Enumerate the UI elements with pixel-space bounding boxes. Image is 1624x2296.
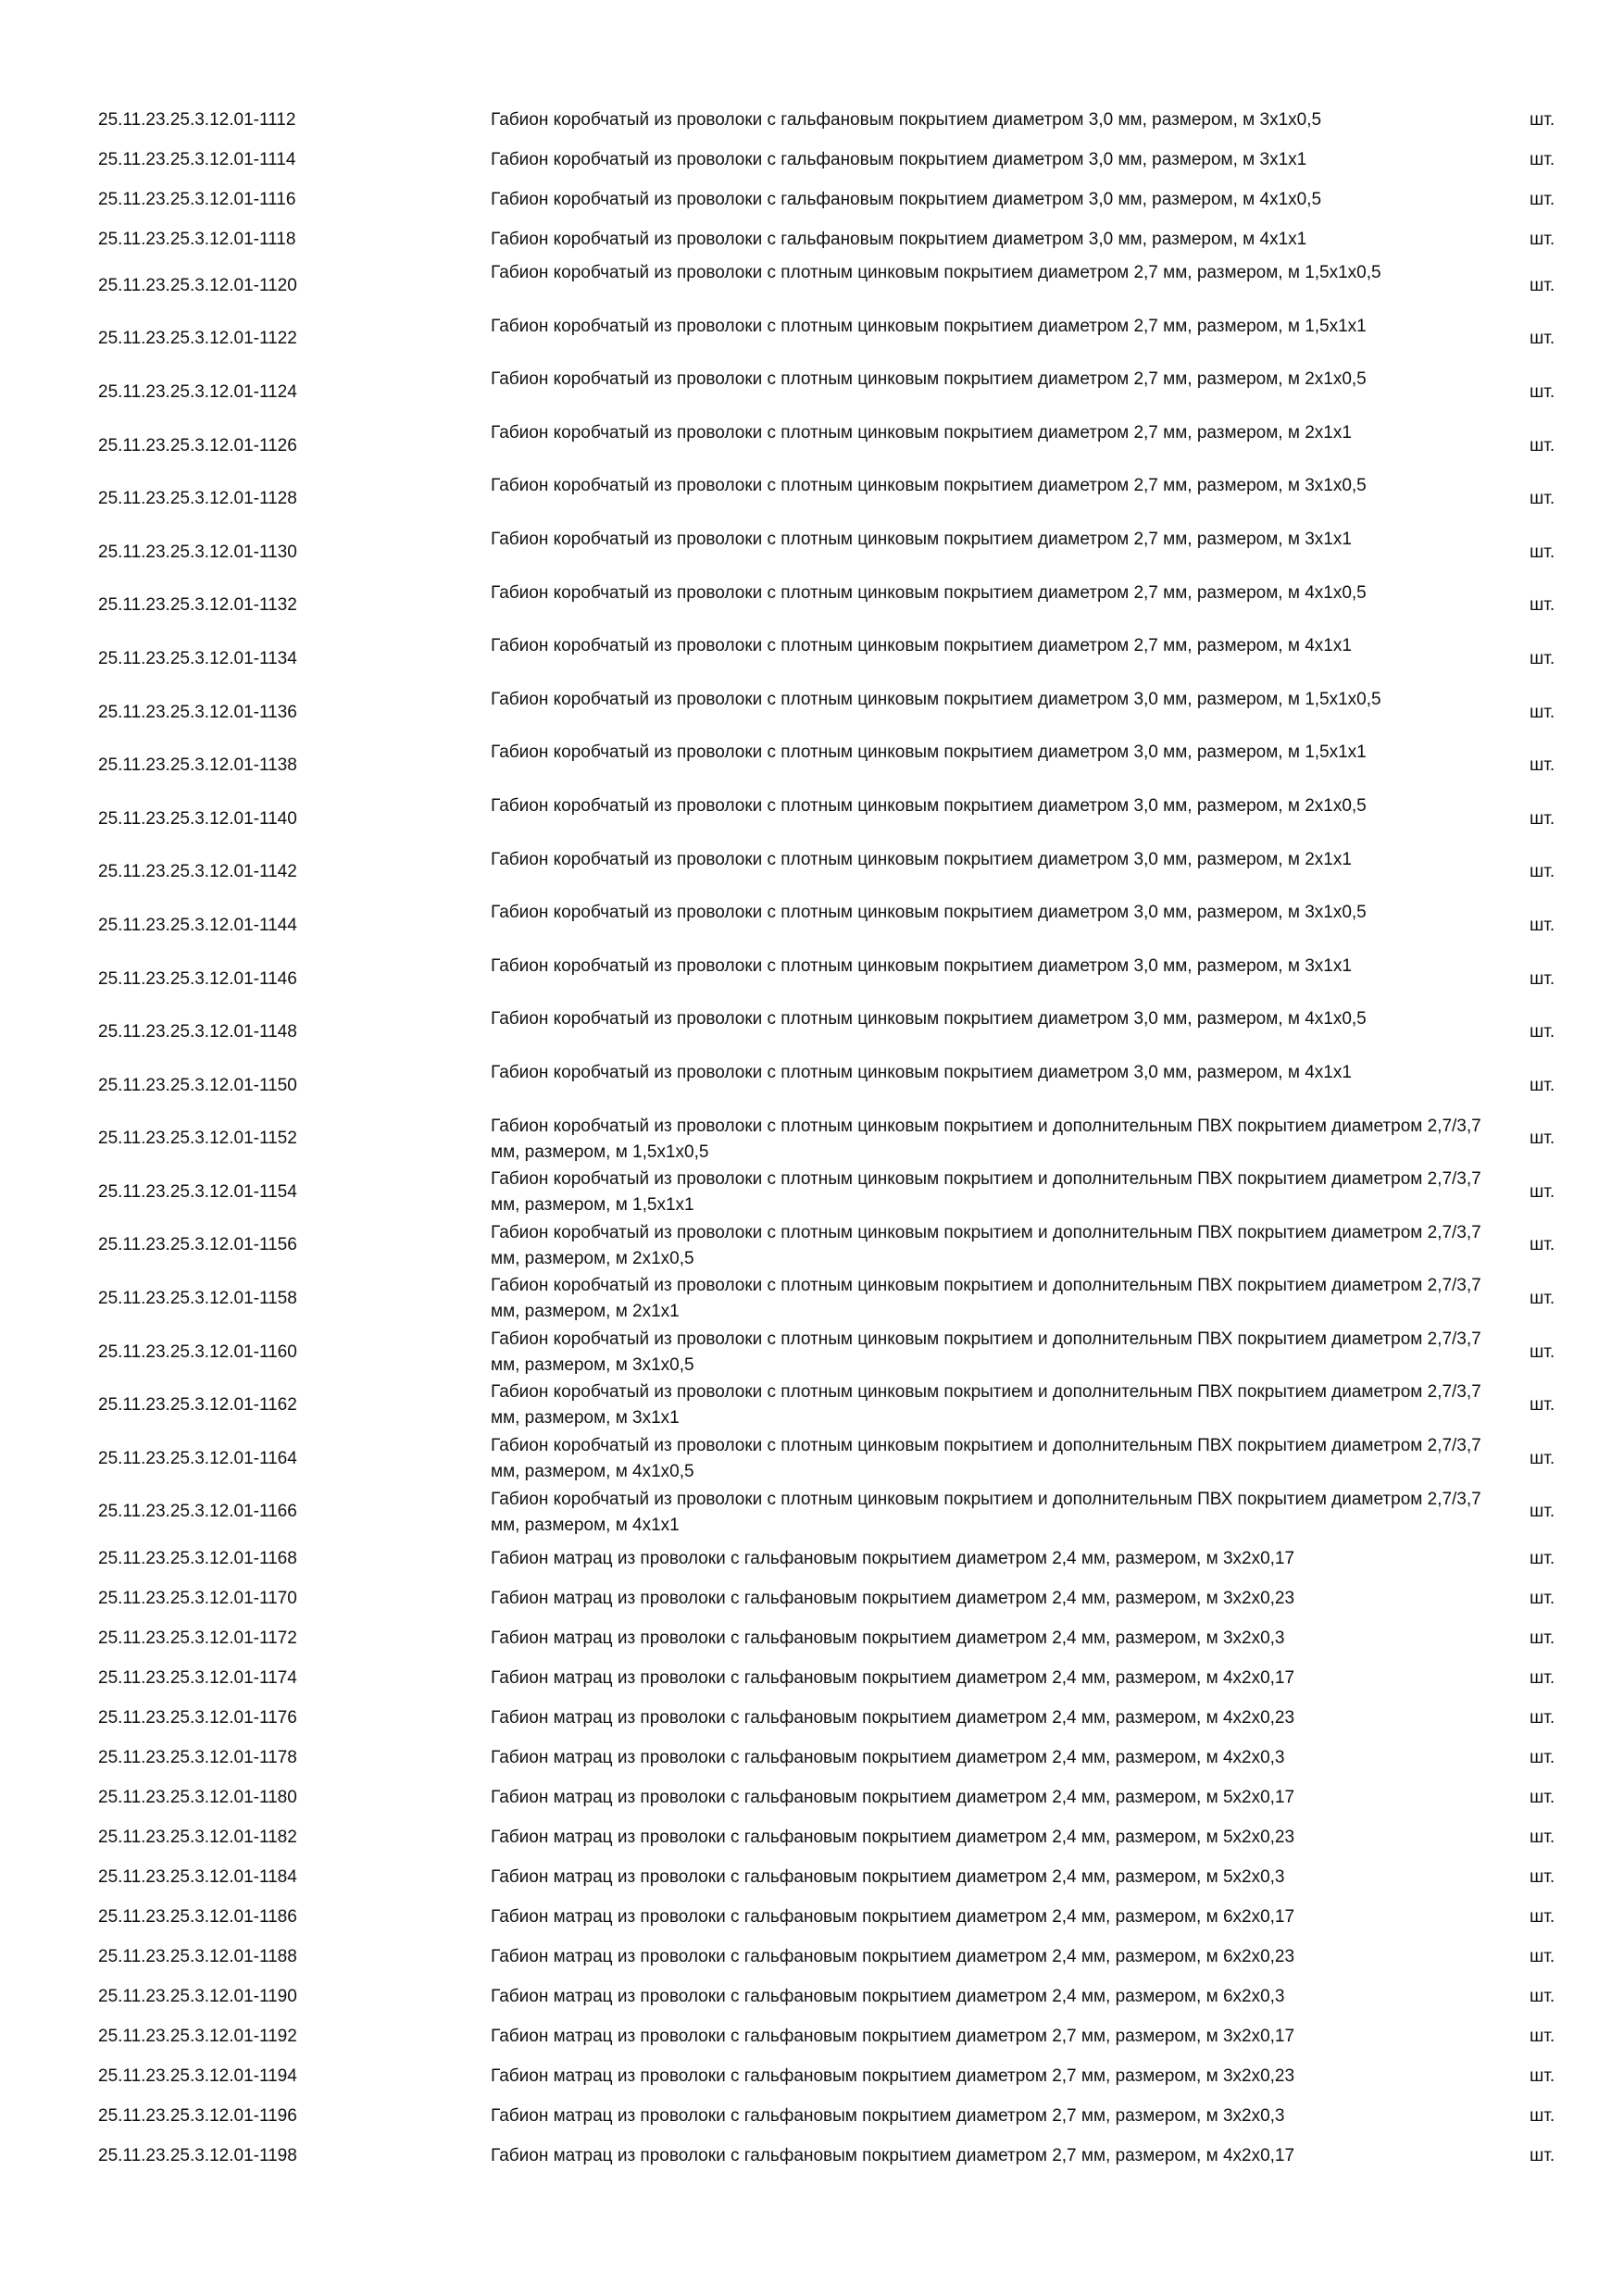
- row-code: 25.11.23.25.3.12.01-1166: [98, 1502, 297, 1522]
- row-code: 25.11.23.25.3.12.01-1190: [98, 1986, 297, 2006]
- table-row: [98, 140, 1561, 180]
- table-row: [98, 1326, 1561, 1379]
- row-name: Габион коробчатый из проволоки с плотным цинковым покрытием диаметром 3,0 мм, размером, м 2х1х1: [491, 849, 1352, 869]
- row-unit: шт.: [1530, 381, 1555, 402]
- row-name: Габион матрац из проволоки с гальфановым покрытием диаметром 2,7 мм, размером, м 3х2х0,23: [491, 2065, 1295, 2086]
- table-row: [98, 1219, 1561, 1273]
- row-unit: шт.: [1530, 1827, 1555, 1847]
- row-name: Габион коробчатый из проволоки с плотным цинковым покрытием диаметром 3,0 мм, размером, м 4х1х0,5: [491, 1009, 1367, 1029]
- row-name: Габион коробчатый из проволоки с плотным цинковым покрытием и дополнительным ПВХ покрытием диаметром 2,7/3,7 мм, размером, м 3х1х0,5: [491, 1329, 1481, 1375]
- row-code: 25.11.23.25.3.12.01-1136: [98, 702, 297, 722]
- row-code: 25.11.23.25.3.12.01-1198: [98, 2145, 297, 2165]
- row-name: Габион коробчатый из проволоки с плотным цинковым покрытием и дополнительным ПВХ покрытием диаметром 2,7/3,7 мм, размером, м 1,5х1х1: [491, 1169, 1481, 1216]
- row-unit: шт.: [1530, 1181, 1555, 1202]
- row-unit: шт.: [1530, 915, 1555, 935]
- row-name: Габион матрац из проволоки с гальфановым покрытием диаметром 2,4 мм, размером, м 6х2х0,17: [491, 1906, 1295, 1927]
- row-code: 25.11.23.25.3.12.01-1146: [98, 968, 297, 989]
- row-code: 25.11.23.25.3.12.01-1170: [98, 1588, 297, 1608]
- row-code: 25.11.23.25.3.12.01-1180: [98, 1787, 297, 1807]
- row-unit: шт.: [1530, 1502, 1555, 1522]
- table-row: [98, 1618, 1561, 1658]
- row-unit: шт.: [1530, 862, 1555, 882]
- row-code: 25.11.23.25.3.12.01-1120: [98, 275, 297, 295]
- row-unit: шт.: [1530, 2026, 1555, 2046]
- row-code: 25.11.23.25.3.12.01-1116: [98, 189, 296, 209]
- row-code: 25.11.23.25.3.12.01-1128: [98, 489, 297, 509]
- row-name: Габион коробчатый из проволоки с плотным цинковым покрытием и дополнительным ПВХ покрытием диаметром 2,7/3,7 мм, размером, м 2х1х0,5: [491, 1222, 1481, 1268]
- row-name: Габион матрац из проволоки с гальфановым покрытием диаметром 2,4 мм, размером, м 3х2х0,23: [491, 1588, 1295, 1608]
- row-unit: шт.: [1530, 595, 1555, 616]
- table-row: [98, 1486, 1561, 1540]
- row-code: 25.11.23.25.3.12.01-1184: [98, 1866, 297, 1887]
- row-unit: шт.: [1530, 1667, 1555, 1688]
- row-code: 25.11.23.25.3.12.01-1196: [98, 2105, 297, 2126]
- row-name: Габион коробчатый из проволоки с гальфановым покрытием диаметром 3,0 мм, размером, м 3х1х1: [491, 149, 1307, 169]
- row-unit: шт.: [1530, 329, 1555, 349]
- table-row: [98, 632, 1561, 686]
- table-row: [98, 953, 1561, 1006]
- row-unit: шт.: [1530, 1395, 1555, 1416]
- row-unit: шт.: [1530, 542, 1555, 562]
- table-row: [98, 526, 1561, 580]
- row-unit: шт.: [1530, 1235, 1555, 1255]
- row-unit: шт.: [1530, 1747, 1555, 1767]
- row-unit: шт.: [1530, 275, 1555, 295]
- row-code: 25.11.23.25.3.12.01-1176: [98, 1707, 297, 1728]
- row-name: Габион матрац из проволоки с гальфановым покрытием диаметром 2,4 мм, размером, м 5х2х0,23: [491, 1827, 1295, 1847]
- table-row: [98, 899, 1561, 953]
- table-row: [98, 1166, 1561, 1219]
- row-name: Габион матрац из проволоки с гальфановым покрытием диаметром 2,7 мм, размером, м 4х2х0,17: [491, 2145, 1295, 2165]
- table-row: [98, 2136, 1561, 2176]
- row-name: Габион матрац из проволоки с гальфановым покрытием диаметром 2,7 мм, размером, м 3х2х0,17: [491, 2026, 1295, 2046]
- table-row: [98, 1113, 1561, 1167]
- table-row: [98, 1658, 1561, 1698]
- row-name: Габион коробчатый из проволоки с плотным цинковым покрытием диаметром 2,7 мм, размером, м 2х1х0,5: [491, 369, 1367, 390]
- row-code: 25.11.23.25.3.12.01-1172: [98, 1628, 297, 1648]
- row-code: 25.11.23.25.3.12.01-1164: [98, 1448, 297, 1468]
- row-name: Габион матрац из проволоки с гальфановым покрытием диаметром 2,7 мм, размером, м 3х2х0,3: [491, 2105, 1285, 2126]
- row-name: Габион коробчатый из проволоки с плотным цинковым покрытием и дополнительным ПВХ покрытием диаметром 2,7/3,7 мм, размером, м 3х1х1: [491, 1382, 1481, 1429]
- price-table: [98, 100, 1561, 2176]
- row-code: 25.11.23.25.3.12.01-1194: [98, 2065, 297, 2086]
- row-unit: шт.: [1530, 489, 1555, 509]
- row-code: 25.11.23.25.3.12.01-1114: [98, 149, 296, 169]
- row-unit: шт.: [1530, 1289, 1555, 1309]
- table-row: [98, 686, 1561, 740]
- row-name: Габион коробчатый из проволоки с плотным цинковым покрытием диаметром 3,0 мм, размером, м 4х1х1: [491, 1062, 1352, 1082]
- row-name: Габион матрац из проволоки с гальфановым покрытием диаметром 2,4 мм, размером, м 3х2х0,17: [491, 1548, 1295, 1568]
- row-name: Габион коробчатый из проволоки с плотным цинковым покрытием и дополнительным ПВХ покрытием диаметром 2,7/3,7 мм, размером, м 2х1х1: [491, 1276, 1481, 1322]
- row-unit: шт.: [1530, 1075, 1555, 1095]
- row-name: Габион матрац из проволоки с гальфановым покрытием диаметром 2,4 мм, размером, м 3х2х0,3: [491, 1628, 1285, 1648]
- table-row: [98, 846, 1561, 900]
- row-code: 25.11.23.25.3.12.01-1182: [98, 1827, 297, 1847]
- row-unit: шт.: [1530, 1946, 1555, 1966]
- row-name: Габион матрац из проволоки с гальфановым покрытием диаметром 2,4 мм, размером, м 5х2х0,17: [491, 1787, 1295, 1807]
- row-unit: шт.: [1530, 1707, 1555, 1728]
- row-unit: шт.: [1530, 1787, 1555, 1807]
- row-unit: шт.: [1530, 1866, 1555, 1887]
- row-code: 25.11.23.25.3.12.01-1134: [98, 648, 297, 668]
- row-code: 25.11.23.25.3.12.01-1188: [98, 1946, 297, 1966]
- row-name: Габион коробчатый из проволоки с плотным цинковым покрытием диаметром 2,7 мм, размером, м 1,5х1х0,5: [491, 263, 1381, 282]
- row-name: Габион коробчатый из проволоки с плотным цинковым покрытием диаметром 2,7 мм, размером, м 4х1х0,5: [491, 582, 1367, 603]
- row-unit: шт.: [1530, 1588, 1555, 1608]
- row-name: Габион коробчатый из проволоки с плотным цинковым покрытием диаметром 2,7 мм, размером, м 3х1х1: [491, 529, 1352, 549]
- table-row: [98, 366, 1561, 419]
- row-code: 25.11.23.25.3.12.01-1158: [98, 1289, 297, 1309]
- row-name: Габион коробчатый из проволоки с плотным цинковым покрытием диаметром 3,0 мм, размером, м 1,5х1х0,5: [491, 689, 1381, 709]
- table-row: [98, 219, 1561, 259]
- table-row: [98, 1272, 1561, 1326]
- row-code: 25.11.23.25.3.12.01-1138: [98, 755, 297, 776]
- row-name: Габион коробчатый из проволоки с плотным цинковым покрытием и дополнительным ПВХ покрытием диаметром 2,7/3,7 мм, размером, м 4х1х1: [491, 1489, 1481, 1535]
- table-row: [98, 580, 1561, 633]
- row-unit: шт.: [1530, 648, 1555, 668]
- row-unit: шт.: [1530, 1022, 1555, 1042]
- row-code: 25.11.23.25.3.12.01-1152: [98, 1129, 297, 1149]
- row-name: Габион коробчатый из проволоки с гальфановым покрытием диаметром 3,0 мм, размером, м 4х1х1: [491, 229, 1307, 249]
- row-name: Габион матрац из проволоки с гальфановым покрытием диаметром 2,4 мм, размером, м 5х2х0,3: [491, 1866, 1285, 1887]
- row-unit: шт.: [1530, 1986, 1555, 2006]
- table-row: [98, 1432, 1561, 1486]
- row-code: 25.11.23.25.3.12.01-1112: [98, 109, 296, 130]
- table-row: [98, 2056, 1561, 2096]
- table-row: [98, 1578, 1561, 1618]
- row-code: 25.11.23.25.3.12.01-1154: [98, 1181, 297, 1202]
- row-unit: шт.: [1530, 1906, 1555, 1927]
- table-row: [98, 1379, 1561, 1432]
- table-row: [98, 1059, 1561, 1113]
- row-unit: шт.: [1530, 968, 1555, 989]
- row-code: 25.11.23.25.3.12.01-1132: [98, 595, 297, 616]
- row-unit: шт.: [1530, 189, 1555, 209]
- row-name: Габион коробчатый из проволоки с гальфановым покрытием диаметром 3,0 мм, размером, м 3х1х0,5: [491, 109, 1322, 130]
- row-unit: шт.: [1530, 808, 1555, 829]
- table-row: [98, 1857, 1561, 1897]
- table-row: [98, 100, 1561, 140]
- table-row: [98, 259, 1561, 313]
- row-code: 25.11.23.25.3.12.01-1126: [98, 435, 297, 455]
- row-name: Габион матрац из проволоки с гальфановым покрытием диаметром 2,4 мм, размером, м 4х2х0,3: [491, 1747, 1285, 1767]
- row-code: 25.11.23.25.3.12.01-1160: [98, 1341, 297, 1362]
- table-row: [98, 1738, 1561, 1778]
- row-unit: шт.: [1530, 702, 1555, 722]
- table-row: [98, 1539, 1561, 1578]
- table-row: [98, 1005, 1561, 1059]
- row-name: Габион коробчатый из проволоки с гальфановым покрытием диаметром 3,0 мм, размером, м 4х1х0,5: [491, 189, 1322, 209]
- row-code: 25.11.23.25.3.12.01-1150: [98, 1075, 297, 1095]
- row-unit: шт.: [1530, 2105, 1555, 2126]
- row-code: 25.11.23.25.3.12.01-1142: [98, 862, 297, 882]
- row-code: 25.11.23.25.3.12.01-1140: [98, 808, 297, 829]
- row-unit: шт.: [1530, 2145, 1555, 2165]
- row-unit: шт.: [1530, 755, 1555, 776]
- row-code: 25.11.23.25.3.12.01-1186: [98, 1906, 297, 1927]
- row-unit: шт.: [1530, 1448, 1555, 1468]
- row-unit: шт.: [1530, 1548, 1555, 1568]
- row-name: Габион коробчатый из проволоки с плотным цинковым покрытием диаметром 2,7 мм, размером, м 4х1х1: [491, 636, 1352, 656]
- row-unit: шт.: [1530, 1341, 1555, 1362]
- row-name: Габион коробчатый из проволоки с плотным цинковым покрытием и дополнительным ПВХ покрытием диаметром 2,7/3,7 мм, размером, м 1,5х1х0,5: [491, 1116, 1481, 1162]
- table-row: [98, 180, 1561, 219]
- row-code: 25.11.23.25.3.12.01-1130: [98, 542, 297, 562]
- table-row: [98, 419, 1561, 473]
- row-name: Габион матрац из проволоки с гальфановым покрытием диаметром 2,4 мм, размером, м 6х2х0,3: [491, 1986, 1285, 2006]
- row-name: Габион коробчатый из проволоки с плотным цинковым покрытием диаметром 2,7 мм, размером, м 1,5х1х1: [491, 316, 1367, 336]
- table-row: [98, 1977, 1561, 2016]
- table-row: [98, 792, 1561, 846]
- row-code: 25.11.23.25.3.12.01-1178: [98, 1747, 297, 1767]
- table-row: [98, 1778, 1561, 1817]
- row-code: 25.11.23.25.3.12.01-1192: [98, 2026, 297, 2046]
- row-code: 25.11.23.25.3.12.01-1156: [98, 1235, 297, 1255]
- row-name: Габион матрац из проволоки с гальфановым покрытием диаметром 2,4 мм, размером, м 4х2х0,17: [491, 1667, 1295, 1688]
- row-code: 25.11.23.25.3.12.01-1118: [98, 229, 296, 249]
- row-name: Габион коробчатый из проволоки с плотным цинковым покрытием диаметром 3,0 мм, размером, м 3х1х1: [491, 955, 1352, 976]
- row-name: Габион коробчатый из проволоки с плотным цинковым покрытием диаметром 3,0 мм, размером, м 3х1х0,5: [491, 903, 1367, 923]
- table-row: [98, 1937, 1561, 1977]
- table-row: [98, 1698, 1561, 1738]
- row-name: Габион коробчатый из проволоки с плотным цинковым покрытием диаметром 3,0 мм, размером, м 2х1х0,5: [491, 795, 1367, 816]
- table-row: [98, 1897, 1561, 1937]
- row-unit: шт.: [1530, 109, 1555, 130]
- row-unit: шт.: [1530, 435, 1555, 455]
- table-row: [98, 2096, 1561, 2136]
- row-unit: шт.: [1530, 2065, 1555, 2086]
- row-name: Габион коробчатый из проволоки с плотным цинковым покрытием диаметром 2,7 мм, размером, м 3х1х0,5: [491, 476, 1367, 496]
- row-code: 25.11.23.25.3.12.01-1122: [98, 329, 297, 349]
- row-code: 25.11.23.25.3.12.01-1168: [98, 1548, 297, 1568]
- row-name: Габион матрац из проволоки с гальфановым покрытием диаметром 2,4 мм, размером, м 6х2х0,23: [491, 1946, 1295, 1966]
- row-code: 25.11.23.25.3.12.01-1174: [98, 1667, 297, 1688]
- table-row: [98, 313, 1561, 367]
- row-unit: шт.: [1530, 1129, 1555, 1149]
- row-unit: шт.: [1530, 149, 1555, 169]
- row-unit: шт.: [1530, 1628, 1555, 1648]
- table-row: [98, 2016, 1561, 2056]
- row-name: Габион коробчатый из проволоки с плотным цинковым покрытием диаметром 3,0 мм, размером, м 1,5х1х1: [491, 742, 1367, 763]
- row-code: 25.11.23.25.3.12.01-1144: [98, 915, 297, 935]
- row-name: Габион матрац из проволоки с гальфановым покрытием диаметром 2,4 мм, размером, м 4х2х0,23: [491, 1707, 1295, 1728]
- row-code: 25.11.23.25.3.12.01-1148: [98, 1022, 297, 1042]
- table-row: [98, 472, 1561, 526]
- row-unit: шт.: [1530, 229, 1555, 249]
- row-code: 25.11.23.25.3.12.01-1162: [98, 1395, 297, 1416]
- row-name: Габион коробчатый из проволоки с плотным цинковым покрытием диаметром 2,7 мм, размером, м 2х1х1: [491, 422, 1352, 443]
- row-code: 25.11.23.25.3.12.01-1124: [98, 381, 297, 402]
- table-row: [98, 739, 1561, 792]
- table-row: [98, 1817, 1561, 1857]
- row-name: Габион коробчатый из проволоки с плотным цинковым покрытием и дополнительным ПВХ покрытием диаметром 2,7/3,7 мм, размером, м 4х1х0,5: [491, 1436, 1481, 1482]
